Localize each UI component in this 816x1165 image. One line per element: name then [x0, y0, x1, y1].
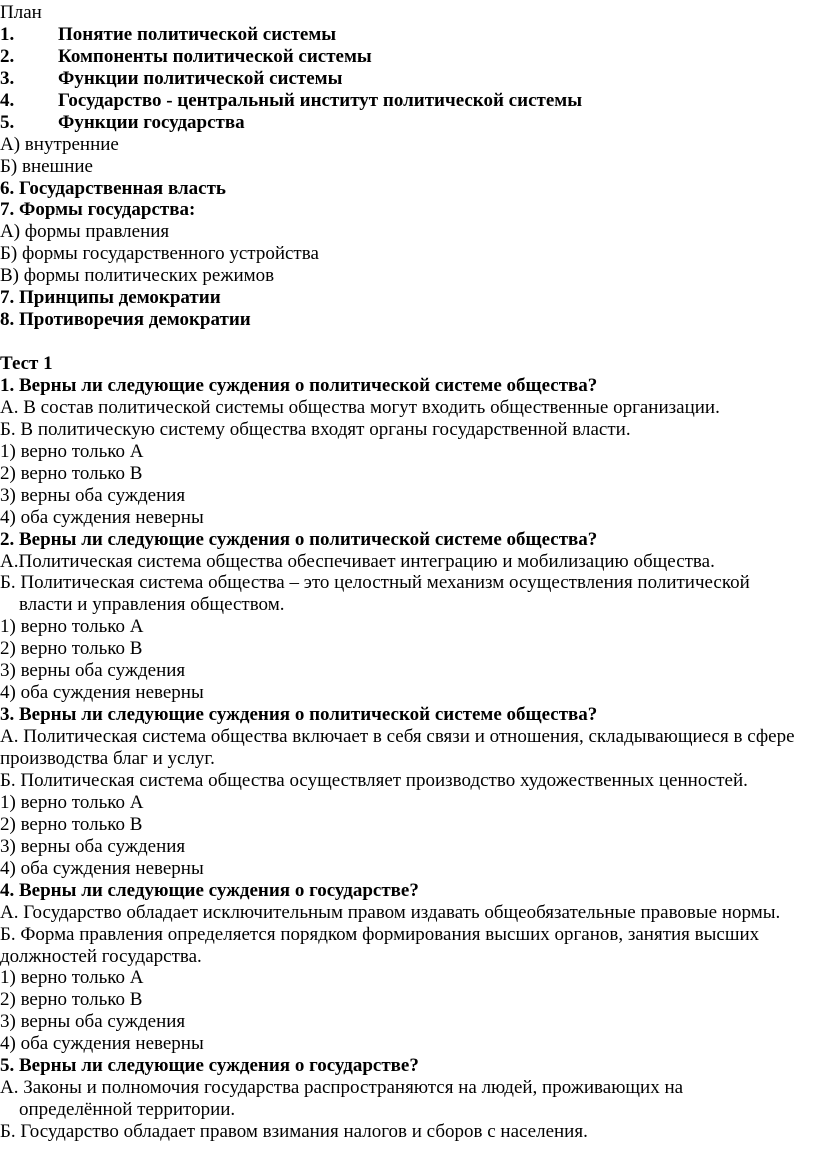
answer-option: 2) верно только В	[0, 989, 143, 1010]
plan-item-number: 5.	[0, 112, 15, 133]
plan-subitem: А) формы правления	[0, 221, 170, 242]
answer-option: 2) верно только В	[0, 638, 143, 659]
answer-option: 3) верны оба суждения	[0, 660, 186, 681]
statement-b-continued: власти и управления обществом.	[19, 594, 285, 615]
statement-b-continued: должностей государства.	[0, 946, 202, 967]
question-3: 3. Верны ли следующие суждения о политической системе общества?	[0, 704, 598, 725]
answer-option: 1) верно только А	[0, 441, 144, 462]
statement-b: Б. Государство обладает правом взимания налогов и сборов с населения.	[0, 1121, 588, 1142]
answer-option: 2) верно только В	[0, 463, 143, 484]
statement-b: Б. Форма правления определяется порядком формирования высших органов, занятия высших	[0, 924, 760, 945]
answer-option: 3) верны оба суждения	[0, 1011, 186, 1032]
plan-item-text: Компоненты политической системы	[58, 46, 372, 67]
plan-title: План	[0, 2, 42, 23]
statement-b: Б. Политическая система общества осуществляет производство художественных ценностей.	[0, 770, 748, 791]
statement-a-continued: определённой территории.	[19, 1099, 236, 1120]
answer-option: 4) оба суждения неверны	[0, 1033, 204, 1054]
question-5: 5. Верны ли следующие суждения о государстве?	[0, 1055, 419, 1076]
statement-a: А. Политическая система общества включает в себя связи и отношения, складывающиеся в сфере	[0, 726, 795, 747]
question-1: 1. Верны ли следующие суждения о политической системе общества?	[0, 375, 598, 396]
plan-item-8: 8. Противоречия демократии	[0, 309, 251, 330]
plan-subitem: А) внутренние	[0, 134, 119, 155]
answer-option: 2) верно только В	[0, 814, 143, 835]
plan-item-number: 2.	[0, 46, 15, 67]
statement-a: А.Политическая система общества обеспечивает интеграцию и мобилизацию общества.	[0, 551, 715, 572]
plan-item-text: Функции политической системы	[58, 68, 343, 89]
test-title: Тест 1	[0, 353, 53, 374]
answer-option: 1) верно только А	[0, 792, 144, 813]
plan-item-text: Понятие политической системы	[58, 24, 337, 45]
plan-subitem: Б) формы государственного устройства	[0, 243, 319, 264]
plan-item-number: 1.	[0, 24, 15, 45]
statement-a: А. Законы и полномочия государства распространяются на людей, проживающих на	[0, 1077, 684, 1098]
plan-item-text: Государство - центральный институт политической системы	[58, 90, 583, 111]
answer-option: 1) верно только А	[0, 616, 144, 637]
plan-subitem: Б) внешние	[0, 156, 93, 177]
answer-option: 3) верны оба суждения	[0, 485, 186, 506]
plan-item-7b: 7. Принципы демократии	[0, 287, 221, 308]
question-4: 4. Верны ли следующие суждения о государстве?	[0, 880, 419, 901]
answer-option: 4) оба суждения неверны	[0, 858, 204, 879]
plan-item-2	[0, 46, 372, 67]
plan-item-7: 7. Формы государства:	[0, 199, 196, 220]
statement-a-continued: производства благ и услуг.	[0, 748, 215, 769]
plan-item-6: 6. Государственная власть	[0, 178, 226, 199]
answer-option: 3) верны оба суждения	[0, 836, 186, 857]
statement-b: Б. Политическая система общества – это целостный механизм осуществления политической	[0, 572, 750, 593]
plan-item-4	[0, 90, 582, 111]
question-2: 2. Верны ли следующие суждения о политической системе общества?	[0, 529, 598, 550]
plan-item-1	[0, 24, 336, 45]
plan-item-5	[0, 112, 245, 133]
statement-a: А. В состав политической системы общества могут входить общественные организации.	[0, 397, 720, 418]
plan-item-text: Функции государства	[58, 112, 245, 133]
answer-option: 4) оба суждения неверны	[0, 682, 204, 703]
plan-subitem: В) формы политических режимов	[0, 265, 275, 286]
answer-option: 1) верно только А	[0, 967, 144, 988]
statement-b: Б. В политическую систему общества входят органы государственной власти.	[0, 419, 631, 440]
plan-item-3	[0, 68, 342, 89]
answer-option: 4) оба суждения неверны	[0, 507, 204, 528]
statement-a: А. Государство обладает исключительным правом издавать общеобязательные правовые нормы.	[0, 902, 781, 923]
plan-item-number: 4.	[0, 90, 15, 111]
plan-item-number: 3.	[0, 68, 15, 89]
